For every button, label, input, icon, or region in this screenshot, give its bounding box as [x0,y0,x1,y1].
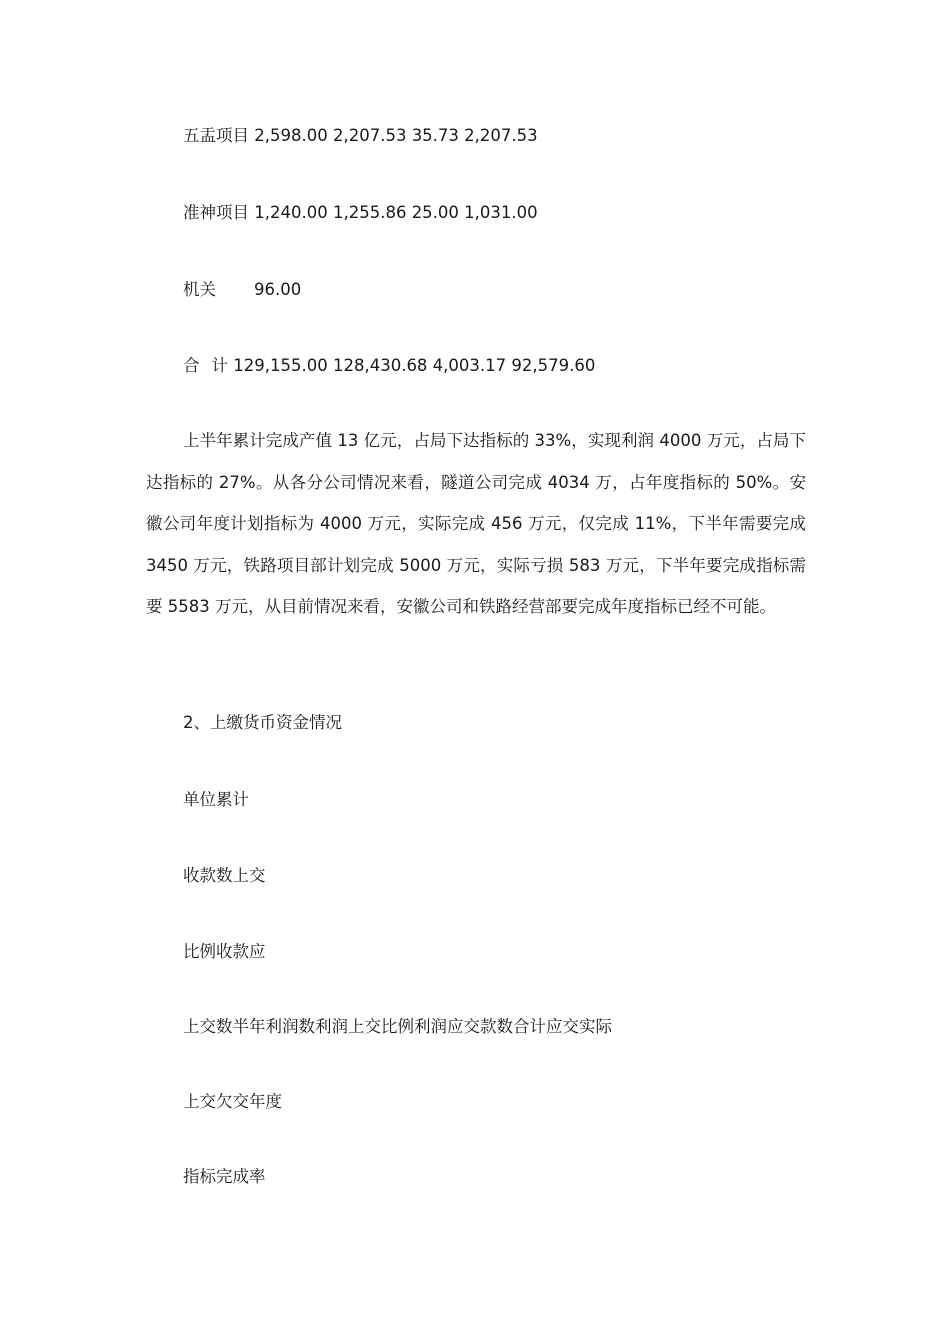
row-total [183,354,595,378]
table-header-line-2: 收款数上交 [183,866,266,885]
row-total-values: 计 129,155.00 128,430.68 4,003.17 92,579.60 [211,356,596,375]
section-heading: 2、上缴货币资金情况 [183,713,342,732]
table-header-line-1: 单位累计 [183,790,249,809]
table-header-line-6: 指标完成率 [183,1167,266,1186]
row-jiguan [183,278,301,302]
row-jiguan-value: 96.00 [254,280,302,299]
row-wumeng-project: 五盂项目 2,598.00 2,207.53 35.73 2,207.53 [183,126,538,145]
row-total-label: 合 [183,356,200,375]
table-header-line-4: 上交数半年利润数利润上交比例利润应交款数合计应交实际 [183,1017,612,1036]
table-header-line-5: 上交欠交年度 [183,1092,282,1111]
summary-paragraph: 上半年累计完成产值 13 亿元，占局下达指标的 33%，实现利润 4000 万元，占局下达指标的 27%。从各分公司情况来看，隧道公司完成 4034 万，占年度指标的 50%。安徽公司年度计划指标为 4000 万元，实际完成 456 万元，仅完成 11%，下半年需要完成 3450 万元，铁路项目部计划完成 5000 万元，实际亏损 583 万元，下半年要完成指标需要 5583 万元，从目前情况来看，安徽公司和铁路经营部要完成年度指标已经不可能。 [146,431,806,616]
row-zhunshen-project: 准神项目 1,240.00 1,255.86 25.00 1,031.00 [183,203,538,222]
row-jiguan-label: 机关 [183,280,216,299]
table-header-line-3: 比例收款应 [183,942,266,961]
